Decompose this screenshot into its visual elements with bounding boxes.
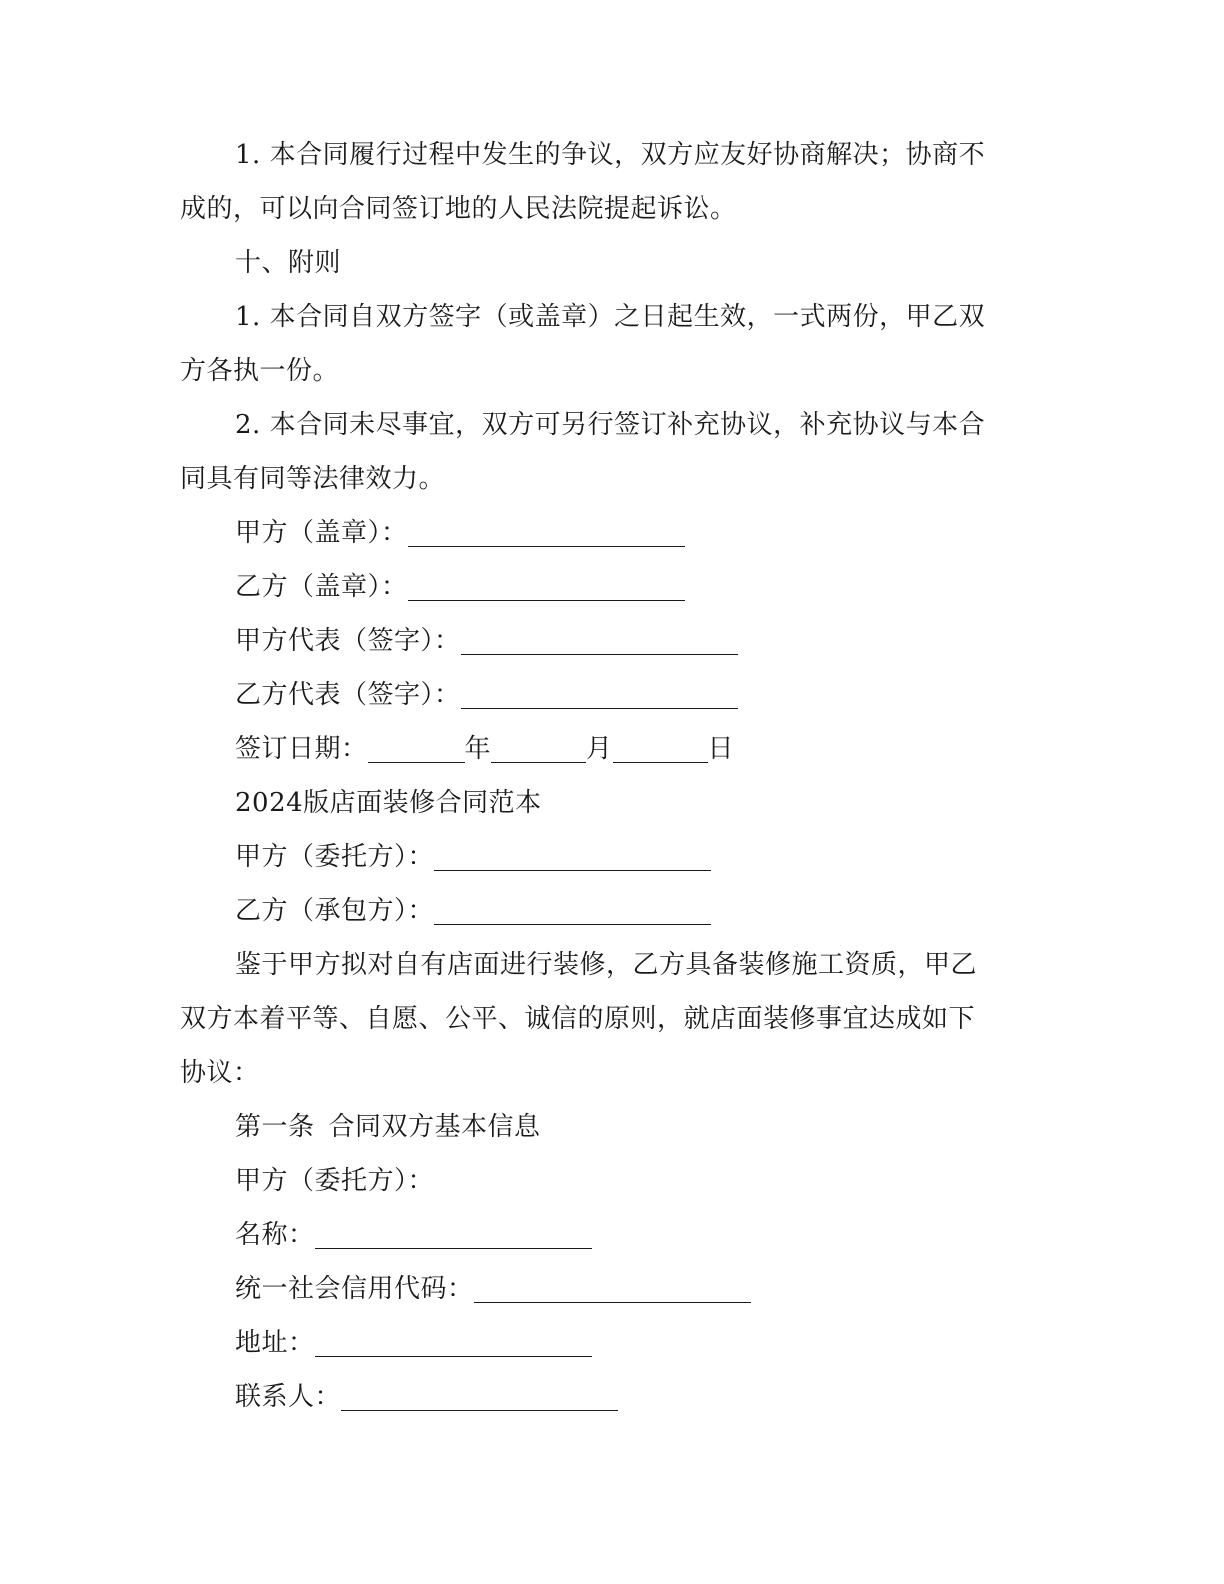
contractor-party-label: 乙方（承包方）： [235,896,435,926]
signing-year-blank[interactable] [368,736,465,763]
credit-code-row [180,1262,1025,1316]
client-party-row [180,830,1025,884]
party-b-seal-label: 乙方（盖章）： [235,572,408,602]
credit-code-label: 统一社会信用代码： [235,1274,474,1304]
contract-title: 2024版店面装修合同范本 [235,788,542,818]
name-label: 名称： [235,1220,315,1250]
party-b-seal-blank[interactable] [408,574,685,601]
party-a-rep-label: 甲方代表（签字）： [235,626,461,656]
party-a-rep-row [180,614,1025,668]
appendix-clause-2-line2: 同具有同等法律效力。 [180,464,446,494]
client-party-blank[interactable] [434,844,711,871]
party-b-seal-row [180,560,1025,614]
address-row [180,1316,1025,1370]
name-blank[interactable] [315,1222,592,1249]
credit-code-blank[interactable] [474,1276,751,1303]
preamble-line2: 双方本着平等、自愿、公平、诚信的原则，就店面装修事宜达成如下 [180,1004,976,1034]
party-a-seal-row [180,506,1025,560]
address-blank[interactable] [315,1330,592,1357]
document-page [180,128,1025,1424]
signing-date-label: 签订日期： [235,734,368,764]
contractor-party-blank[interactable] [434,898,711,925]
client-info-heading: 甲方（委托方）： [235,1166,435,1196]
appendix-clause-2-line1: 2. 本合同未尽事宜，双方可另行签订补充协议，补充协议与本合 [235,410,986,440]
month-label: 月 [586,734,613,764]
article-1-number: 第一条 [235,1112,315,1142]
dispute-clause-1-line1: 1. 本合同履行过程中发生的争议，双方应友好协商解决；协商不 [235,140,986,170]
party-a-rep-blank[interactable] [461,628,738,655]
contractor-party-row [180,884,1025,938]
party-a-seal-label: 甲方（盖章）： [235,518,408,548]
client-party-label: 甲方（委托方）： [235,842,435,872]
section-10-heading: 十、附则 [235,248,342,278]
appendix-clause-1-line1: 1. 本合同自双方签字（或盖章）之日起生效，一式两份，甲乙双 [235,302,986,332]
article-1-title: 合同双方基本信息 [328,1112,541,1142]
name-row [180,1208,1025,1262]
party-b-rep-row [180,668,1025,722]
signing-month-blank[interactable] [491,736,586,763]
appendix-clause-1-line2: 方各执一份。 [180,356,340,386]
preamble-line1: 鉴于甲方拟对自有店面进行装修，乙方具备装修施工资质，甲乙 [235,950,978,980]
article-1-heading [180,1100,1025,1154]
year-label: 年 [464,734,492,764]
party-a-seal-blank[interactable] [408,520,685,547]
preamble-line3: 协议： [180,1058,260,1088]
signing-date-row [180,722,1025,776]
contact-label: 联系人： [235,1382,342,1412]
day-label: 日 [707,734,735,764]
contact-blank[interactable] [341,1384,618,1411]
signing-day-blank[interactable] [613,736,708,763]
party-b-rep-label: 乙方代表（签字）： [235,680,461,710]
party-b-rep-blank[interactable] [461,682,738,709]
address-label: 地址： [235,1328,315,1358]
dispute-clause-1-line2: 成的，可以向合同签订地的人民法院提起诉讼。 [180,194,737,224]
contact-row [180,1370,1025,1424]
